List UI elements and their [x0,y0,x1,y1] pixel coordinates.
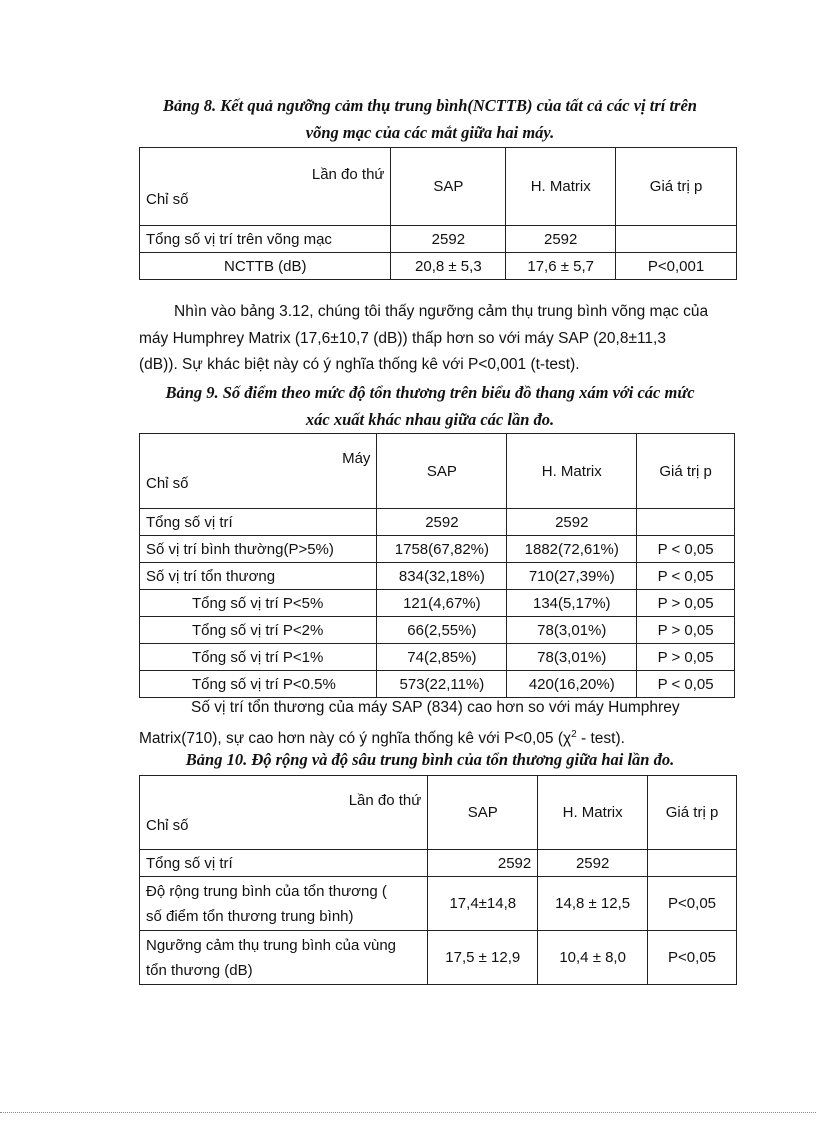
column-header: SAP [377,434,507,509]
paragraph-1 [139,299,739,379]
table8 [139,147,737,280]
table-row [140,563,735,590]
column-header: SAP [428,776,538,850]
table-cell: 420(16,20%) [507,671,637,698]
table-row [140,931,737,985]
row-label [140,931,428,985]
table-cell: 20,8 ± 5,3 [391,253,506,280]
table-cell: P < 0,05 [637,563,735,590]
column-header: Giá trị p [648,776,737,850]
table10 [139,775,737,985]
table-cell [648,850,737,877]
column-header: H. Matrix [506,148,616,226]
table-cell [616,226,737,253]
table-row [140,877,737,931]
row-label: Tổng số vị trí [140,509,377,536]
paragraph-2-line1: Số vị trí tổn thương của máy SAP (834) cao hơn so với máy Humphrey [191,699,680,716]
table-cell: P<0,001 [616,253,737,280]
table-cell: P > 0,05 [637,617,735,644]
table9 [139,433,735,698]
row-label: Số vị trí bình thường(P>5%) [140,536,377,563]
paragraph-1-line1: Nhìn vào bảng 3.12, chúng tôi thấy ngưỡng cảm thụ trung bình võng mạc của [174,303,709,320]
header-corner-cell [140,776,428,850]
paragraph-2-line2-tail: - test). [576,729,625,747]
column-header: H. Matrix [507,434,637,509]
table-cell: 1882(72,61%) [507,536,637,563]
table-cell: 2592 [391,226,506,253]
row-label: NCTTB (dB) [140,253,391,280]
table10-caption-line1: Bảng 10. Độ rộng và độ sâu trung bình của tổn thương giữa hai lần đo. [185,750,675,769]
table-row [140,617,735,644]
table-cell: 66(2,55%) [377,617,507,644]
table-row [140,226,737,253]
column-header: Giá trị p [637,434,735,509]
row-label: Tổng số vị trí P<1% [140,644,377,671]
table-cell [637,509,735,536]
header-top-label: Máy [342,450,371,467]
table-cell: 710(27,39%) [507,563,637,590]
header-corner-cell [140,434,377,509]
table-row [140,253,737,280]
paragraph-2-line2-text: Matrix(710), sự cao hơn này có ý nghĩa thống kê với P<0,05 (χ [139,729,572,747]
row-label-line1: Ngưỡng cảm thụ trung bình của vùng [146,936,397,954]
table-row [140,509,735,536]
table-cell: P<0,05 [648,931,737,985]
table-cell: P < 0,05 [637,671,735,698]
row-label-line2: số điểm tổn thương trung bình) [146,907,354,925]
table-cell: 17,4±14,8 [428,877,538,931]
table-cell: 2592 [377,509,507,536]
table-cell: P > 0,05 [637,590,735,617]
header-top-label: Lần đo thứ [348,791,422,809]
table-cell: P > 0,05 [637,644,735,671]
table-cell: 78(3,01%) [507,617,637,644]
table-row [140,644,735,671]
table8-caption-line1: Bảng 8. Kết quả ngưỡng cảm thụ trung bình(NCTTB) của tất cả các vị trí trên [163,96,697,115]
table9-caption-line2: xác xuất khác nhau giữa các lần đo. [305,410,555,429]
table-cell: 17,5 ± 12,9 [428,931,538,985]
row-label: Tổng số vị trí P<5% [140,590,377,617]
table8-caption [120,92,740,146]
table-cell: 17,6 ± 5,7 [506,253,616,280]
table-row [140,850,737,877]
table9-caption-line1: Bảng 9. Số điểm theo mức độ tổn thương trên biểu đồ thang xám với các mức [165,383,695,402]
paragraph-1-line2: máy Humphrey Matrix (17,6±10,7 (dB)) thấp hơn so với máy SAP (20,8±11,3 [139,329,666,347]
table-cell: 834(32,18%) [377,563,507,590]
header-bottom-label: Chỉ số [146,816,189,834]
table-cell: 121(4,67%) [377,590,507,617]
table-row [140,590,735,617]
row-label: Số vị trí tổn thương [140,563,377,590]
table9-caption [120,379,740,433]
paragraph-1-line3: (dB)). Sự khác biệt này có ý nghĩa thống kê với P<0,001 (t-test). [139,356,580,373]
row-label-line1: Độ rộng trung bình của tổn thương ( [146,882,387,900]
table-cell: 78(3,01%) [507,644,637,671]
row-label-line2: tổn thương (dB) [146,961,253,979]
page-bottom-divider [0,1112,816,1113]
table-header-row [140,776,737,850]
table-header-row [140,148,737,226]
table-header-row [140,434,735,509]
table-cell: 134(5,17%) [507,590,637,617]
paragraph-2 [139,695,739,752]
header-top-label: Lần đo thứ [311,165,385,183]
table-cell: 10,4 ± 8,0 [538,931,648,985]
table-cell: 2592 [507,509,637,536]
table-cell: 2592 [428,850,538,877]
row-label [140,877,428,931]
row-label: Tổng số vị trí P<2% [140,617,377,644]
header-bottom-label: Chỉ số [146,475,189,492]
table10-caption [120,746,740,773]
table-cell: 2592 [538,850,648,877]
column-header: H. Matrix [538,776,648,850]
table-cell: 14,8 ± 12,5 [538,877,648,931]
column-header: SAP [391,148,506,226]
table-cell: 573(22,11%) [377,671,507,698]
table-row [140,671,735,698]
table-cell: 74(2,85%) [377,644,507,671]
table-row [140,536,735,563]
row-label: Tổng số vị trí trên võng mạc [140,226,391,253]
header-bottom-label: Chỉ số [146,190,189,208]
column-header: Giá trị p [616,148,737,226]
header-corner-cell [140,148,391,226]
table-cell: P < 0,05 [637,536,735,563]
row-label: Tổng số vị trí P<0.5% [140,671,377,698]
table-cell: 2592 [506,226,616,253]
table-cell: 1758(67,82%) [377,536,507,563]
chi-square-superscript: 2 [571,728,577,740]
row-label: Tổng số vị trí [140,850,428,877]
table-cell: P<0,05 [648,877,737,931]
table8-caption-line2: võng mạc của các mắt giữa hai máy. [305,123,555,142]
